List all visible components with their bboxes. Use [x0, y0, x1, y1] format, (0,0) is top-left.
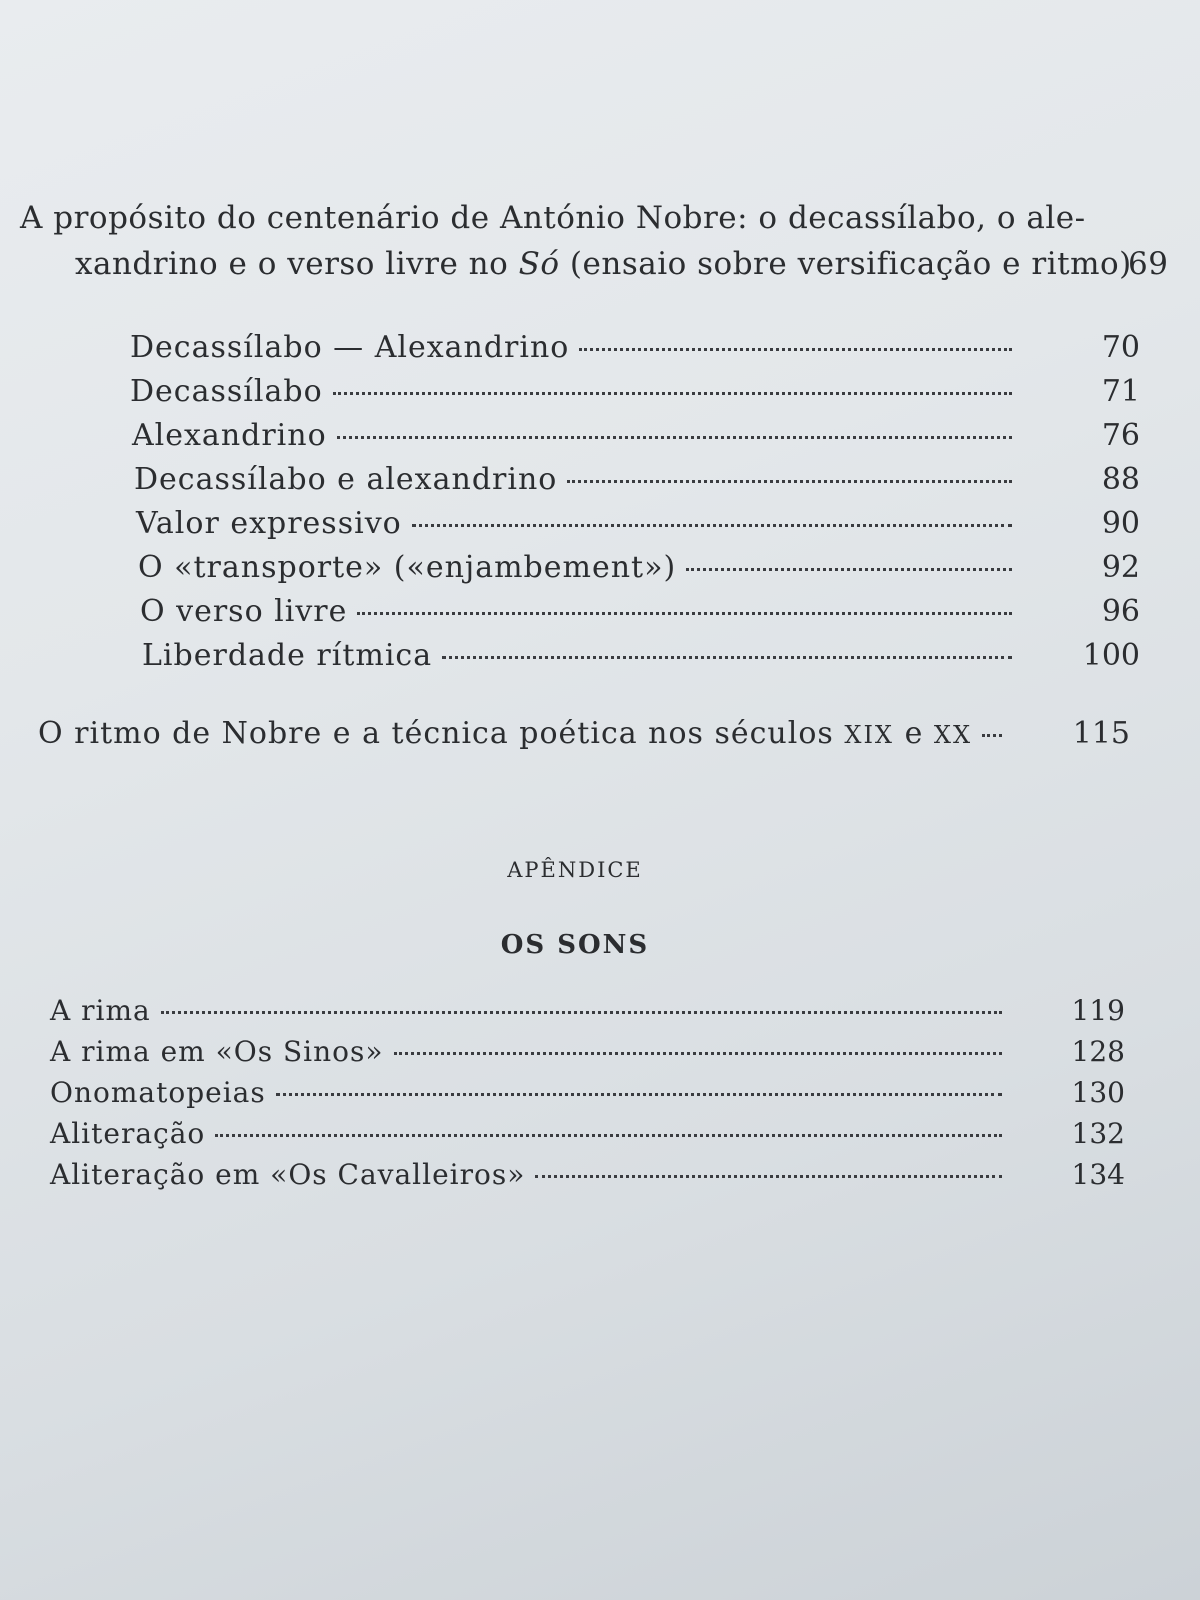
toc-entry-page: 70: [1101, 330, 1140, 365]
toc-rhythm-entry: [38, 712, 1130, 757]
toc-sub-entry: [130, 326, 1140, 370]
dot-leader: [535, 1175, 1002, 1178]
century-xix: XIX: [844, 721, 895, 749]
dot-leader: [686, 568, 1012, 571]
dot-leader: [337, 436, 1012, 439]
toc-entry-label: O «transporte» («enjambement»): [138, 550, 677, 585]
toc-rhythm-text: O ritmo de Nobre e a técnica poética nos séculos: [38, 716, 834, 751]
toc-main-entry-line1: A propósito do centenário de António Nobre: o decassílabo, o ale-: [20, 200, 1086, 236]
toc-entry-label: Alexandrino: [132, 418, 327, 453]
section-title: OS SONS: [500, 930, 650, 960]
toc-sub-entry: [130, 502, 1140, 546]
dot-leader: [982, 734, 1002, 737]
toc-entry-label: Valor expressivo: [136, 506, 402, 541]
dot-leader: [579, 348, 1012, 351]
toc-main-entry-text-b: (ensaio sobre versificação e ritmo): [559, 246, 1132, 282]
connector-text: e: [904, 716, 924, 751]
toc-sub-entry: [130, 414, 1140, 458]
toc-entry-label: Liberdade rítmica: [142, 638, 433, 673]
toc-entry-label: Aliteração em «Os Cavalleiros»: [50, 1158, 526, 1191]
dot-leader: [333, 392, 1012, 395]
toc-sub-entry: [130, 634, 1140, 678]
toc-sub-entry: [130, 590, 1140, 634]
toc-entry-label: O verso livre: [140, 594, 348, 629]
toc-entry-label: Decassílabo: [130, 374, 323, 409]
toc-entry-page: 88: [1101, 462, 1140, 497]
toc-appendix-entry: [50, 1072, 1125, 1113]
toc-appendix-entry: [50, 1154, 1125, 1195]
dot-leader: [394, 1052, 1002, 1055]
dot-leader: [215, 1134, 1002, 1137]
toc-main-entry-line2: [20, 241, 1170, 287]
toc-entry-page: 128: [1071, 1035, 1125, 1068]
toc-entry-page: 100: [1082, 638, 1140, 673]
toc-entry-page: 132: [1071, 1117, 1125, 1150]
appendix-label: APÊNDICE: [507, 858, 643, 882]
toc-entry-page: 115: [1072, 716, 1130, 751]
toc-entry-label: A rima: [50, 994, 151, 1027]
toc-main-entry-text-a: xandrino e o verso livre no: [75, 246, 519, 282]
toc-appendix-entry: [50, 990, 1125, 1031]
toc-sub-entry: [130, 458, 1140, 502]
toc-entry-page: 90: [1101, 506, 1140, 541]
toc-appendix-entry: [50, 1031, 1125, 1072]
toc-entry-page: 119: [1071, 994, 1125, 1027]
toc-entry-label: [38, 712, 972, 757]
toc-main-entry: [20, 195, 1170, 287]
toc-appendix-entries: [50, 990, 1125, 1195]
toc-sub-entry: [130, 370, 1140, 414]
toc-appendix-entry: [50, 1113, 1125, 1154]
toc-entry-label: A rima em «Os Sinos»: [50, 1035, 384, 1068]
dot-leader: [357, 612, 1012, 615]
toc-entry-label: Onomatopeias: [50, 1076, 266, 1109]
toc-entry-page: 76: [1101, 418, 1140, 453]
dot-leader: [442, 656, 1012, 659]
toc-entry-page: 134: [1071, 1158, 1125, 1191]
toc-entry-label: Decassílabo — Alexandrino: [130, 330, 570, 365]
toc-main-entry-page: 69: [1128, 246, 1169, 282]
toc-entry-page: 71: [1101, 374, 1140, 409]
toc-entry-page: 92: [1101, 550, 1140, 585]
toc-entry-label: Aliteração: [50, 1117, 206, 1150]
dot-leader: [161, 1011, 1002, 1014]
dot-leader: [412, 524, 1012, 527]
dot-leader: [276, 1093, 1002, 1096]
toc-main-entry-book-title: Só: [518, 246, 560, 282]
toc-entry-page: 130: [1071, 1076, 1125, 1109]
dot-leader: [567, 480, 1012, 483]
toc-sub-entry: [130, 546, 1140, 590]
century-xx: XX: [933, 721, 973, 749]
toc-entry-page: 96: [1101, 594, 1140, 629]
toc-entry: [38, 712, 1130, 757]
toc-sub-entries: [130, 326, 1140, 678]
toc-entry-label: Decassílabo e alexandrino: [134, 462, 558, 497]
